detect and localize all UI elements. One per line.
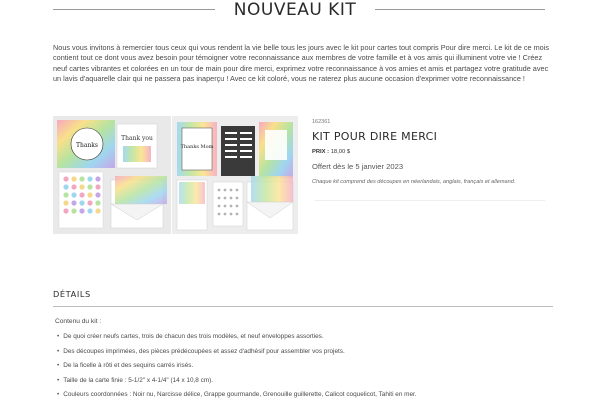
price-value: 18,00 $ <box>330 149 351 155</box>
details-heading: DÉTAILS <box>53 289 91 299</box>
right-card-script: Thanks Mom <box>180 144 214 150</box>
svg-text:Thank you: Thank you <box>121 135 153 142</box>
list-item: • De quoi créer neufs cartes, trois de chacun des trois modèles, et neuf enveloppes assorties. <box>57 330 417 345</box>
product-divider <box>315 200 545 201</box>
details-rule <box>53 306 553 307</box>
product-price <box>312 149 557 155</box>
heart-stickers <box>59 172 103 228</box>
intro-paragraph: Nous vous invitons à remercier tous ceux qui vous rendent la vie belle tous les jours avec le kit pour cartes tout compris Pour dire merci. Le kit de ce mois contient tout ce dont vous avez besoin pour témoigner votre reconnaissance aux membres de votre famille et à vos amis qui illuminent votre vie ! Créez neuf cartes vibrantes et colorées en un tour de main pour dire merci, exprimez votre reconnaissance à vos amies et amis et partagez votre gratitude avec un lavis d'aquarelle clair qui ne passera pas inaperçu ! Avec ce kit coloré, vous ne raterez plus aucune occasion d'exprimer votre reconnaissance ! <box>53 43 550 84</box>
product-name[interactable]: KIT POUR DIRE MERCI <box>312 130 438 143</box>
price-label: PRIX : <box>312 149 330 155</box>
product-language-note: Chaque kit comprend des découpes en néerlandais, anglais, français et allemand. <box>312 179 516 185</box>
kit-contents-list <box>57 330 417 403</box>
left-card-script: Thanks <box>75 142 99 149</box>
list-item: • De la ficelle à rôti et des sequins carrés irisés. <box>57 359 417 374</box>
kit-contents-label: Contenu du kit : <box>55 318 102 325</box>
product-image-panel[interactable] <box>53 116 298 234</box>
header-rule-right <box>375 9 545 10</box>
product-offer-date: Offert dès le 5 janvier 2023 <box>312 162 404 171</box>
page-title: NOUVEAU KIT <box>233 0 357 20</box>
left-product-photo <box>53 116 171 234</box>
list-item: • Taille de la carte finie : 5-1/2" x 4-1/4" (14 x 10,8 cm). <box>57 374 417 389</box>
header-rule-left <box>53 9 215 10</box>
right-product-photo <box>172 116 298 234</box>
list-item: • Des découpes imprimées, des pièces prédécoupées et assez d'adhésif pour assembler vos projets. <box>57 345 417 360</box>
product-sku: 162361 <box>312 119 331 125</box>
product-info <box>312 116 557 185</box>
list-item: • Couleurs coordonnées : Noir nu, Narcisse délice, Grappe gourmande, Grenouille guillerette, Calicot coquelicot, Tahiti en mer. <box>57 388 417 403</box>
